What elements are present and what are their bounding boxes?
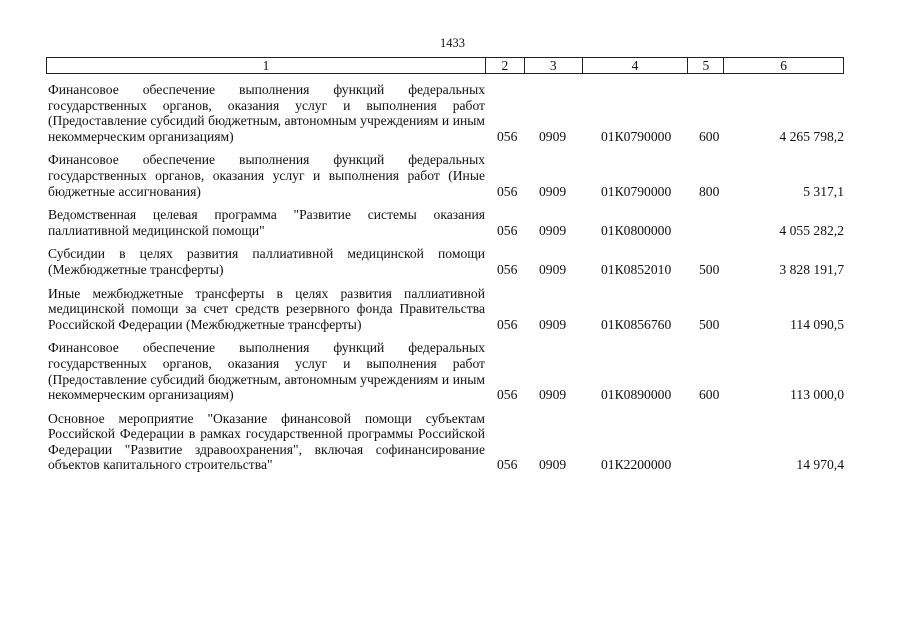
row-target: 01К0800000	[601, 222, 672, 238]
row-description: Основное мероприятие "Оказание финансовой помощи субъектам Российской Федерации в рамках государственной программы Российской Федерации "Развитие здравоохранения", включая софинансирование объектов капитального строительства"	[48, 410, 485, 473]
row-sum: 3 828 191,7	[779, 261, 844, 277]
row-target: 01К0890000	[601, 387, 672, 403]
row-section: 0909	[539, 387, 567, 403]
row-sum: 14 970,4	[796, 457, 844, 473]
row-description: Субсидии в целях развития паллиативной медицинской помощи (Межбюджетные трансферты)	[48, 246, 485, 277]
row-code: 056	[497, 457, 518, 473]
header-col-1: 1	[47, 58, 486, 73]
row-description: Иные межбюджетные трансферты в целях развития паллиативной медицинской помощи за счет средств резервного фонда Правительства Российской Федерации (Межбюджетные трансферты)	[48, 285, 485, 332]
row-sum: 5 317,1	[803, 183, 844, 199]
budget-table-body	[48, 82, 844, 481]
row-section: 0909	[539, 128, 567, 144]
row-code: 056	[497, 128, 518, 144]
table-row	[48, 340, 844, 402]
row-section: 0909	[539, 457, 567, 473]
row-kind: 600	[699, 128, 720, 144]
table-row	[48, 82, 844, 144]
row-sum: 4 055 282,2	[779, 222, 844, 238]
row-code: 056	[497, 222, 518, 238]
table-row	[48, 246, 844, 277]
header-col-4: 4	[583, 58, 689, 73]
page-number: 1433	[440, 36, 465, 50]
row-section: 0909	[539, 222, 567, 238]
row-target: 01К2200000	[601, 457, 672, 473]
row-kind: 600	[699, 387, 720, 403]
row-kind: 800	[699, 183, 720, 199]
header-col-5: 5	[688, 58, 724, 73]
row-code: 056	[497, 387, 518, 403]
header-col-6: 6	[780, 58, 788, 73]
header-col-2: 2	[486, 58, 525, 73]
row-code: 056	[497, 261, 518, 277]
row-description: Финансовое обеспечение выполнения функций федеральных государственных органов, оказания услуг и выполнения работ (Иные бюджетные ассигнования)	[48, 152, 485, 199]
row-section: 0909	[539, 261, 567, 277]
row-code: 056	[497, 316, 518, 332]
row-kind: 500	[699, 316, 720, 332]
row-description: Ведомственная целевая программа "Развитие системы оказания паллиативной медицинской помощи"	[48, 207, 485, 238]
table-row	[48, 152, 844, 199]
row-kind: 500	[699, 261, 720, 277]
row-sum: 113 000,0	[790, 387, 844, 403]
row-target: 01К0790000	[601, 183, 672, 199]
table-row	[48, 286, 844, 333]
row-section: 0909	[539, 183, 567, 199]
table-header	[46, 57, 844, 74]
header-col-3: 3	[525, 58, 583, 73]
row-description: Финансовое обеспечение выполнения функций федеральных государственных органов, оказания услуг и выполнения работ (Предоставление субсидий бюджетным, автономным учреждениям и иным некоммерческим организациям)	[48, 340, 485, 403]
row-sum: 114 090,5	[790, 316, 844, 332]
row-target: 01К0790000	[601, 128, 672, 144]
row-code: 056	[497, 183, 518, 199]
row-description: Финансовое обеспечение выполнения функций федеральных государственных органов, оказания услуг и выполнения работ (Предоставление субсидий бюджетным, автономным учреждениям и иным некоммерческим организациям)	[48, 82, 485, 144]
row-section: 0909	[539, 316, 567, 332]
table-row	[48, 207, 844, 238]
table-row	[48, 411, 844, 473]
row-sum: 4 265 798,2	[779, 128, 844, 144]
row-target: 01К0852010	[601, 261, 672, 277]
row-target: 01К0856760	[601, 316, 672, 332]
